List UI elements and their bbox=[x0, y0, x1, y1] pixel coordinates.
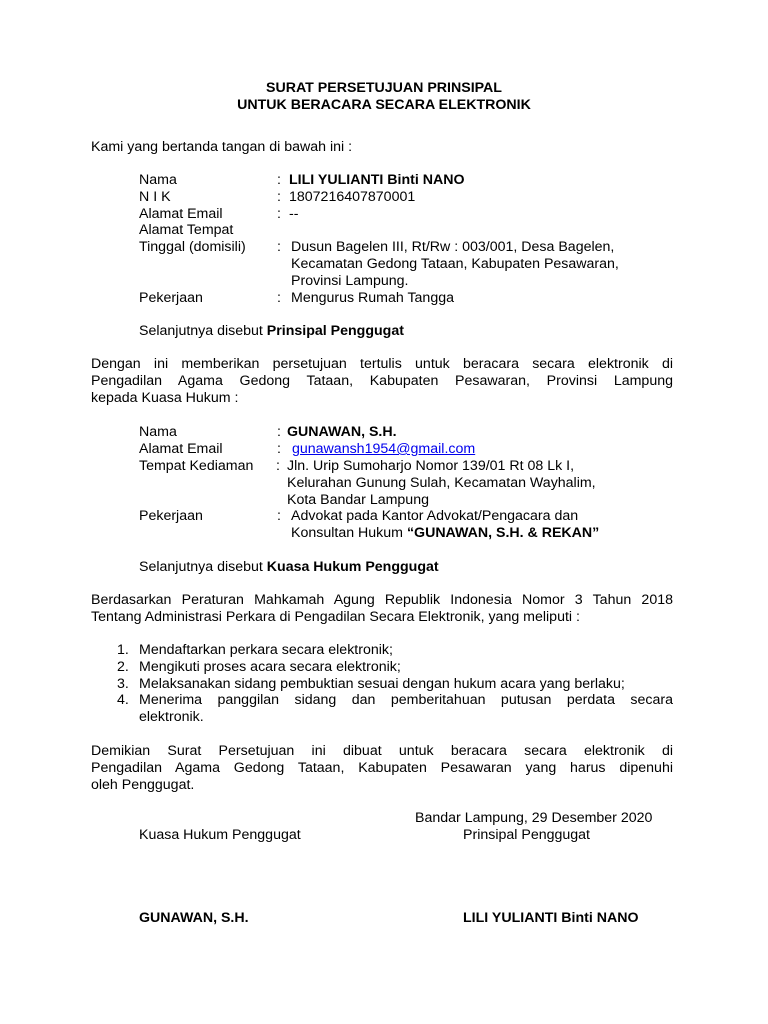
colon: : bbox=[276, 458, 280, 474]
consent-paragraph-line: Pengadilan Agama Gedong Tataan, Kabupaten Pesawaran, Provinsi Lampung bbox=[91, 373, 673, 389]
attorney-residence-label: Tempat Kediaman bbox=[139, 458, 254, 474]
principal-job-value: Mengurus Rumah Tangga bbox=[291, 290, 454, 306]
principal-address-label-1: Alamat Tempat bbox=[139, 222, 234, 238]
attorney-email-label: Alamat Email bbox=[139, 441, 223, 457]
intro-text: Kami yang bertanda tangan di bawah ini : bbox=[91, 139, 353, 155]
colon: : bbox=[277, 508, 281, 524]
principal-name-value: LILI YULIANTI Binti NANO bbox=[289, 172, 465, 188]
list-item-number: 2. bbox=[117, 659, 129, 675]
attorney-job-line1: Advokat pada Kantor Advokat/Pengacara dan bbox=[291, 508, 579, 524]
attorney-refer-bold: Kuasa Hukum Penggugat bbox=[266, 559, 439, 575]
signature-name-right: LILI YULIANTI Binti NANO bbox=[463, 910, 639, 926]
regulation-paragraph-line: Berdasarkan Peraturan Mahkamah Agung Republik Indonesia Nomor 3 Tahun 2018 bbox=[91, 592, 673, 608]
attorney-name-label: Nama bbox=[139, 424, 177, 440]
principal-address-line: Provinsi Lampung. bbox=[291, 273, 409, 289]
principal-address-label-2: Tinggal (domisili) bbox=[139, 239, 246, 255]
colon: : bbox=[277, 206, 281, 222]
consent-paragraph-line: Dengan ini memberikan persetujuan tertulis untuk beracara secara elektronik di bbox=[91, 356, 673, 372]
signature-name-left: GUNAWAN, S.H. bbox=[139, 910, 249, 926]
closing-paragraph-line: oleh Penggugat. bbox=[91, 777, 195, 793]
principal-nik-label: N I K bbox=[139, 189, 171, 205]
list-item-number: 4. bbox=[117, 692, 129, 708]
colon: : bbox=[277, 290, 281, 306]
principal-refer-prefix: Selanjutnya disebut bbox=[139, 323, 267, 339]
attorney-refer-text bbox=[139, 559, 439, 576]
colon: : bbox=[277, 239, 281, 255]
colon: : bbox=[277, 441, 281, 457]
principal-refer-text bbox=[139, 323, 404, 340]
attorney-residence-line: Kota Bandar Lampung bbox=[287, 492, 429, 508]
principal-job-label: Pekerjaan bbox=[139, 290, 203, 306]
principal-email-value: -- bbox=[289, 206, 299, 222]
list-item: Mengikuti proses acara secara elektronik; bbox=[139, 659, 401, 675]
signature-role-right: Prinsipal Penggugat bbox=[463, 827, 590, 843]
principal-address-line: Dusun Bagelen III, Rt/Rw : 003/001, Desa Bagelen, bbox=[291, 239, 615, 255]
list-item: Menerima panggilan sidang dan pemberitahuan putusan perdata secara bbox=[139, 692, 673, 708]
list-item: Mendaftarkan perkara secara elektronik; bbox=[139, 642, 393, 658]
attorney-name-value: GUNAWAN, S.H. bbox=[287, 424, 397, 440]
list-item-number: 3. bbox=[117, 676, 129, 692]
principal-email-label: Alamat Email bbox=[139, 206, 223, 222]
attorney-refer-prefix: Selanjutnya disebut bbox=[139, 559, 267, 575]
attorney-residence-line: Jln. Urip Sumoharjo Nomor 139/01 Rt 08 Lk I, bbox=[287, 458, 575, 474]
document-title-line1: SURAT PERSETUJUAN PRINSIPAL bbox=[266, 80, 502, 96]
closing-paragraph-line: Demikian Surat Persetujuan ini dibuat untuk beracara secara elektronik di bbox=[91, 743, 673, 759]
closing-paragraph-line: Pengadilan Agama Gedong Tataan, Kabupaten Pesawaran yang harus dipenuhi bbox=[91, 760, 673, 776]
attorney-email-link[interactable]: gunawansh1954@gmail.com bbox=[292, 441, 476, 457]
colon: : bbox=[277, 172, 281, 188]
regulation-paragraph-line: Tentang Administrasi Perkara di Pengadilan Secara Elektronik, yang meliputi : bbox=[91, 609, 580, 625]
list-item-continuation: elektronik. bbox=[139, 709, 204, 725]
document-title-line2: UNTUK BERACARA SECARA ELEKTRONIK bbox=[237, 97, 531, 113]
principal-nik-value: 1807216407870001 bbox=[289, 189, 416, 205]
attorney-job-line2 bbox=[291, 525, 599, 542]
colon: : bbox=[277, 189, 281, 205]
attorney-residence-line: Kelurahan Gunung Sulah, Kecamatan Wayhalim, bbox=[287, 475, 596, 491]
signature-role-left: Kuasa Hukum Penggugat bbox=[139, 827, 301, 843]
attorney-job-line2-prefix: Konsultan Hukum bbox=[291, 525, 407, 541]
place-date: Bandar Lampung, 29 Desember 2020 bbox=[415, 810, 653, 826]
consent-paragraph-line: kepada Kuasa Hukum : bbox=[91, 390, 239, 406]
attorney-firm-name: “GUNAWAN, S.H. & REKAN” bbox=[406, 525, 600, 541]
attorney-job-label: Pekerjaan bbox=[139, 508, 203, 524]
list-item-number: 1. bbox=[117, 642, 129, 658]
principal-name-label: Nama bbox=[139, 172, 177, 188]
principal-refer-bold: Prinsipal Penggugat bbox=[266, 323, 404, 339]
principal-address-line: Kecamatan Gedong Tataan, Kabupaten Pesawaran, bbox=[291, 256, 619, 272]
list-item: Melaksanakan sidang pembuktian sesuai dengan hukum acara yang berlaku; bbox=[139, 676, 625, 692]
colon: : bbox=[277, 424, 281, 440]
